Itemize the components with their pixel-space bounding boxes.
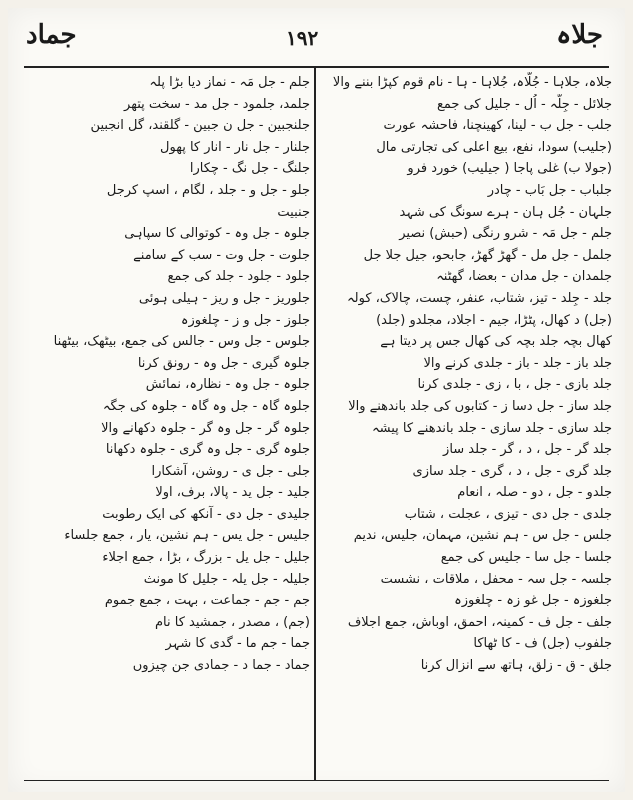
entry-line: جلدی - جل دی - تیزی ، عجلت ، شتاب <box>404 506 612 522</box>
entry-line: جلد بازی - جل ، با ، زی - جلدی کرنا <box>417 377 612 393</box>
entry-line: جلس - جل س - ہم نشین، مہمان، جلیس، ندیم <box>353 528 612 544</box>
entry-line: جلمل - جل مل - گھڑ گھڑ، جابحو، جیل جلا جل <box>363 247 612 263</box>
left-column <box>22 72 310 778</box>
entry-line: جلنجبین - جل ن جبین - گلقند، گل انجبین <box>90 118 310 134</box>
entry-line: جلیس - جل یس - ہم نشین، یار ، جمع جلساء <box>64 528 310 544</box>
entry-line: جلم - جل مَہ - نماز دیا بڑا پلہ <box>149 75 310 90</box>
entry-line: (جولا ب) غلی پاجا ( جیلیب) خورد فرو <box>407 161 612 177</box>
entry-line: جلوہ گری - جل وہ گری - جلوہ دکھانا <box>105 442 310 458</box>
entry-line: (جل) د کھال، پٹڑا، جیم - اجلاد، مجلدو (جلد) <box>376 312 612 328</box>
entry-line: جلم - جل مَہ - شرو رنگی (حبش) نصیر <box>399 226 612 242</box>
entry-line: جلوہ - جل وہ - نظارہ، نمائش <box>145 377 310 393</box>
entry-line: جلد - جِلد - تیز، شتاب، عنفر، چست، چالاک، کولہ <box>347 290 612 306</box>
entry-line: (جم) ، مصدر ، جمشید کا نام <box>154 614 310 630</box>
entry-line: جما - جم ما - گدی کا شہر <box>165 636 310 652</box>
entry-line: جلنگ - جل نگ - چکارا <box>189 161 310 177</box>
entry-line: جم - جم - جماعت ، بہت ، جمع جموم <box>104 593 310 609</box>
entry-line: جلاہ، جلاہا - جُلّاہ، جُلاہا - ہا - نام قوم کپڑا بننے والا <box>332 75 612 90</box>
entry-line: جلغوزہ - جل غو زہ - چلغوزہ <box>454 593 612 609</box>
entry-line: جلید - جل ید - پالا، برف، اولا <box>155 485 310 501</box>
header-rule <box>24 66 609 68</box>
entry-line: جلدو - جل ، دو - صلہ ، انعام <box>457 485 612 501</box>
entry-line: جلیل - جل یل - بزرگ ، بڑا ، جمع اجلاء <box>102 550 310 566</box>
page-number: ۱۹۲ <box>286 26 319 50</box>
entry-line: جلوریز - جل و ریز - ہیلی ہوئی <box>138 290 310 306</box>
entry-line: جلوت - جل وت - سب کے سامنے <box>133 247 310 263</box>
entry-line: جلوہ گر - جل وہ گر - جلوہ دکھانے والا <box>101 420 310 436</box>
dictionary-page <box>8 8 625 792</box>
entry-line: جلی - جل ی - روشن، آشکارا <box>151 463 310 479</box>
entry-line: جماد - جما د - جمادی جن چیزوں <box>132 658 310 674</box>
entry-line: جلمدان - جل مدان - بعضا، گھٹنہ <box>436 269 612 285</box>
entry-line: جلوز - جل و ز - چلغوزہ <box>180 312 310 328</box>
entry-line: (جلیب) سودا، نفع، بیع اعلی کی تجارتی مال <box>376 139 612 155</box>
right-column <box>322 72 612 778</box>
entry-line: جلفوب (جل) ف - کا ٹھاکا <box>473 636 612 652</box>
entry-line: جلد باز - جلد - باز - جلدی کرنے والا <box>423 355 612 371</box>
entry-line: جلمد، جلمود - جل مد - سخت پتھر <box>124 96 310 112</box>
entry-line: جلیلہ - جل یلہ - جلیل کا مونث <box>143 571 310 587</box>
entry-line: جلد گر - جل ، د ، گر - جلد ساز <box>443 442 612 458</box>
entry-line: جلسہ - جل سہ - محفل ، ملاقات ، نشست <box>380 571 612 587</box>
page-header <box>8 8 625 64</box>
entry-line: جلنار - جل نار - انار کا پھول <box>160 139 310 155</box>
entry-line: جلف - جل ف - کمینہ، احمق، اوباش، جمع اجلاف <box>347 614 612 630</box>
entry-line: جلوہ گیری - جل وہ - رونق کرنا <box>137 355 310 371</box>
entry-line: جلوہ گاہ - جل وہ گاہ - جلوہ کی جگہ <box>102 398 310 414</box>
footer-rule <box>24 780 609 781</box>
entry-line: کھال بچہ جلد بچہ کی کھال جس پر دیتا ہے <box>380 334 612 350</box>
entry-line: جلو - جل و - جلد ، لگام ، اسپ کرجل <box>106 182 310 198</box>
entry-line: جلائل - جِلّہ - اُل - جلیل کی جمع <box>436 96 612 112</box>
entry-line: جلہان - جُل ہان - ہرے سونگ کی شہد <box>399 204 612 220</box>
entry-line: جلود - جلود - جلد کی جمع <box>167 269 310 285</box>
entry-line: جلسا - جل سا - جلیس کی جمع <box>440 550 612 566</box>
entry-line: جلب - جل ب - لینا، کھینچنا، فاحشہ عورت <box>383 118 612 134</box>
entry-line: جلیدی - جل دی - آنکھ کی ایک رطوبت <box>102 506 310 522</box>
entry-line: جلباب - جل بَاب - چادر <box>487 182 612 198</box>
header-headword-right: جلاہ <box>556 20 603 50</box>
entry-line: جلد ساز - جل دسا ز - کتابوں کی جلد باندھنے والا <box>348 398 612 414</box>
entry-line: جلد گری - جل ، د ، گری - جلد سازی <box>412 463 612 479</box>
entry-line: جلوس - جل وس - جالس کی جمع، بیٹھک، بیٹھنا <box>53 334 310 350</box>
entry-line: جلق - ق - زلق، ہاتھ سے انزال کرنا <box>420 658 612 674</box>
header-headword-left: جماد <box>26 20 77 50</box>
entry-line: جلد سازی - جلد سازی - جلد باندھنے کا پیشہ <box>372 420 612 436</box>
entry-line: جلوہ - جل وہ - کوتوالی کا سپاہی <box>124 226 310 242</box>
column-divider <box>314 68 316 780</box>
entry-line: جنبیت <box>277 204 310 220</box>
